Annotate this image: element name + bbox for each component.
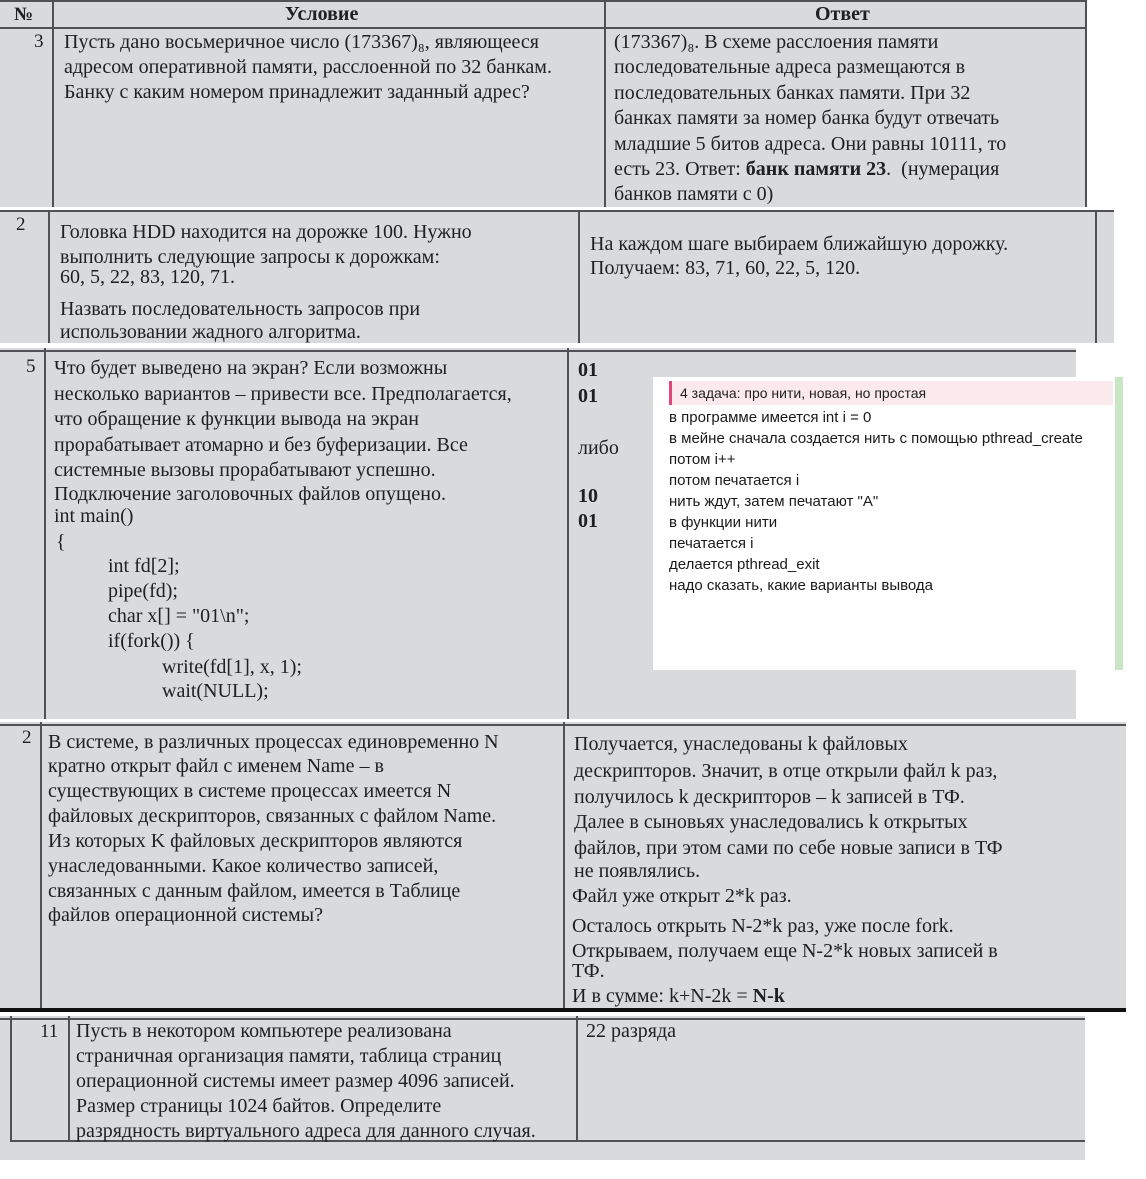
text-line: существующих в системе процессах имеется N [48, 780, 452, 802]
text-line: банках памяти за номер банка будут отвечать [614, 107, 1000, 129]
code-line: int fd[2]; [108, 555, 180, 577]
text-line: кратно открыт файл с именем Name – в [48, 755, 384, 777]
col-divider [52, 0, 54, 207]
message-text [669, 407, 1083, 596]
text-line: Пусть дано восьмеричное число (173367)₈, являющееся [64, 31, 539, 53]
chat-message [653, 377, 1123, 670]
row-number: 2 [16, 214, 26, 235]
text-line: 22 разряда [586, 1020, 677, 1042]
col-divider [576, 1016, 578, 1142]
reply-quote[interactable]: 4 задача: про нити, новая, но простая [669, 381, 1113, 405]
text-line: несколько вариантов – привести все. Предполагается, [54, 383, 512, 405]
col-divider [44, 348, 46, 719]
code-line: pipe(fd); [108, 580, 178, 602]
code-line: char x[] = "01\n"; [108, 605, 250, 627]
photo-2 [0, 210, 1114, 343]
answer-bold: банк памяти 23 [745, 158, 887, 180]
text-line: Назвать последовательность запросов при [60, 298, 421, 320]
text-line: Открываем, получаем еще N-2*k новых записей в [572, 940, 998, 962]
text-line: Головка HDD находится на дорожке 100. Нужно [60, 221, 472, 243]
text-line: 01 [578, 359, 598, 381]
text-line: адресом оперативной памяти, расслоенной по 32 банкам. [64, 56, 552, 78]
text-line: файлов операционной системы? [48, 904, 323, 926]
text-line: системные вызовы прорабатывают успешно. [54, 459, 436, 481]
header-bottom-border [0, 27, 1087, 29]
col-divider [40, 722, 42, 1008]
row-number: 11 [40, 1021, 59, 1042]
text-line: банков памяти с 0) [614, 183, 774, 205]
message-line: в программе имеется int i = 0 [669, 409, 872, 426]
row-number: 5 [26, 356, 36, 377]
text-line: прорабатывает атомарно и без буферизации. Все [54, 434, 468, 456]
text-line-mixed [614, 157, 999, 182]
text-line: 01 [578, 510, 598, 532]
code-line: int main() [54, 505, 134, 527]
photo-4 [0, 722, 1126, 1008]
header-top-border [0, 0, 1087, 2]
text-line: (173367)₈. В схеме расслоения памяти [614, 31, 939, 53]
col-divider [10, 1016, 12, 1142]
photo-1 [0, 0, 1087, 207]
text-line: Файл уже открыт 2*k раз. [572, 885, 792, 907]
col-divider [563, 722, 565, 1008]
message-line: потом печатается i [669, 472, 800, 489]
text-line: файловых дескрипторов, связанных с файлом Name. [48, 805, 497, 827]
text-line: 01 [578, 385, 598, 407]
text-part: И в сумме: k+N-2k = [572, 985, 753, 1007]
code-line: write(fd[1], x, 1); [162, 656, 302, 678]
code-line: if(fork()) { [108, 630, 195, 652]
message-line: в мейне сначала создается нить с помощью pthread_create [669, 430, 1083, 447]
col-divider [1095, 210, 1097, 343]
header-answer: Ответ [815, 3, 870, 25]
header-condition: Условие [285, 3, 359, 25]
message-line: печатается i [669, 535, 754, 552]
code-line: { [56, 531, 66, 553]
chat-edge [1115, 377, 1123, 670]
col-divider [68, 1016, 70, 1142]
header-num: № [14, 4, 34, 25]
text-line: страничная организация памяти, таблица страниц [76, 1045, 502, 1067]
text-line: ТФ. [572, 960, 605, 982]
text-line: получилось k дескрипторов – k записей в ТФ. [574, 786, 965, 808]
text-line: Размер страницы 1024 байтов. Определите [76, 1095, 442, 1117]
text-line: В системе, в различных процессах единовременно N [48, 731, 499, 753]
text-line: использовании жадного алгоритма. [60, 321, 361, 343]
text-line: операционной системы имеет размер 4096 записей. [76, 1070, 515, 1092]
message-line: потом i++ [669, 451, 736, 468]
text-line: Банку с каким номером принадлежит заданный адрес? [64, 81, 530, 103]
text-line: Получается, унаследованы k файловых [574, 733, 908, 755]
text-line: Осталось открыть N-2*k раз, уже после fork. [572, 915, 954, 937]
text-line: что обращение к функции вывода на экран [54, 408, 419, 430]
text-line: дескрипторов. Значит, в отце открыли файл k раз, [574, 760, 998, 782]
text-line: На каждом шаге выбираем ближайшую дорожку. [590, 233, 1009, 255]
code-line: wait(NULL); [162, 680, 269, 702]
message-line: делается pthread_exit [669, 556, 820, 573]
text-line: Пусть в некотором компьютере реализована [76, 1020, 452, 1042]
text-line: Подключение заголовочных файлов опущено. [54, 483, 446, 505]
text-line: последовательные адреса размещаются в [614, 56, 966, 78]
message-line: надо сказать, какие варианты вывода [669, 577, 934, 594]
text-line: Получаем: 83, 71, 60, 22, 5, 120. [590, 257, 861, 279]
text-line: выполнить следующие запросы к дорожкам: [60, 246, 440, 268]
photo-separator [0, 1008, 1126, 1012]
text-line: связанных с данным файлом, имеется в Таблице [48, 880, 461, 902]
text-line: разрядность виртуального адреса для данного случая. [76, 1120, 536, 1142]
text-line: 10 [578, 485, 598, 507]
text-line: младшие 5 битов адреса. Они равны 10111, то [614, 133, 1007, 155]
text-part: . (нумерация [886, 158, 1000, 180]
row-top-border [0, 350, 1076, 352]
message-line: в функции нити [669, 514, 778, 531]
col-divider [604, 0, 606, 207]
row-number: 3 [34, 31, 44, 52]
text-line: Далее в сыновьях унаследовались k открытых [574, 811, 968, 833]
col-divider [48, 210, 50, 343]
col-divider [567, 348, 569, 719]
answer-bold: N-k [752, 985, 785, 1007]
text-line: 60, 5, 22, 83, 120, 71. [60, 266, 235, 288]
message-line: нить ждут, затем печатают "А" [669, 493, 879, 510]
text-part: есть 23. Ответ: [614, 158, 746, 180]
row-number: 2 [22, 727, 32, 748]
col-divider [1085, 0, 1087, 207]
text-line: унаследованными. Какое количество записей, [48, 855, 439, 877]
text-line: Что будет выведено на экран? Если возможны [54, 357, 448, 379]
text-line: либо [578, 437, 619, 459]
text-line: файлов, при этом сами по себе новые записи в ТФ [574, 837, 1003, 859]
photo-5 [0, 1016, 1085, 1160]
text-line: Из которых K файловых дескрипторов являются [48, 830, 463, 852]
text-line-mixed [572, 984, 785, 1008]
text-line: последовательных банках памяти. При 32 [614, 82, 971, 104]
text-line: не появлялись. [574, 860, 701, 882]
row-top-border [0, 210, 1114, 212]
col-divider [578, 210, 580, 343]
